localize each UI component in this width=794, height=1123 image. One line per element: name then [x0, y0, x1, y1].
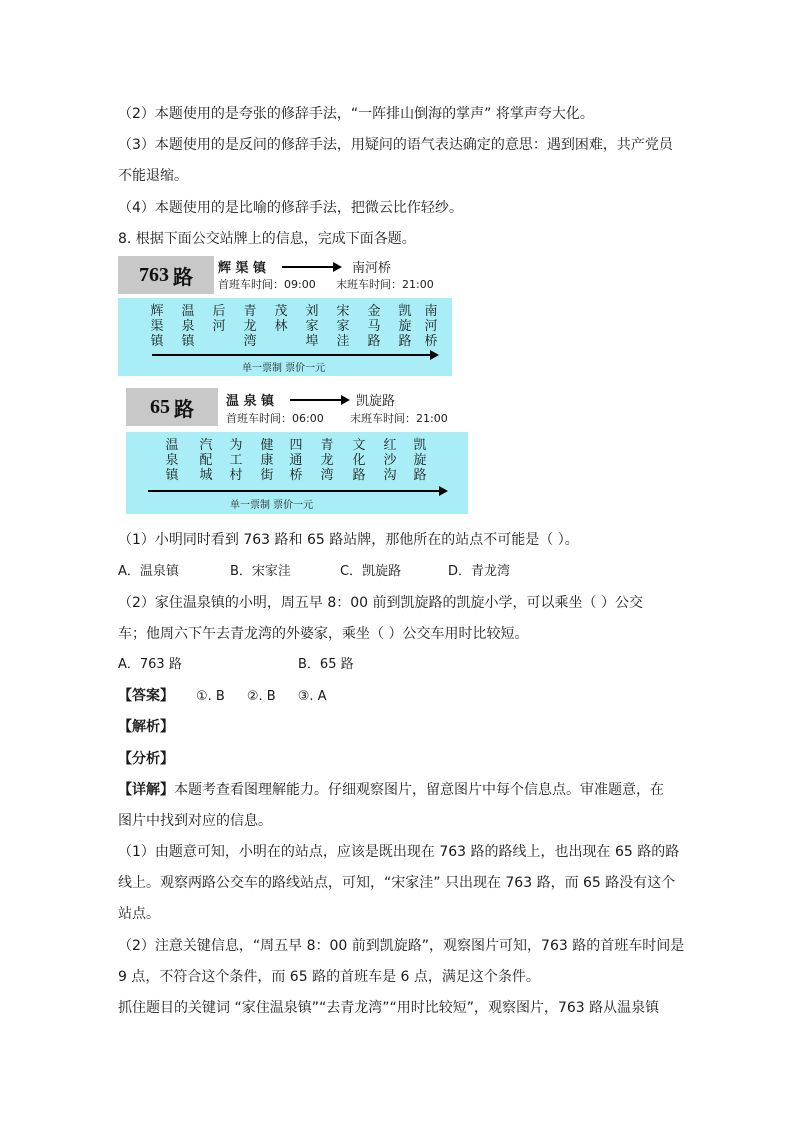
stop-name: 刘家埠: [305, 304, 319, 349]
route-from: 温 泉 镇: [226, 394, 275, 409]
text-line: （4）本题使用的是比喻的修辞手法，把微云比作轻纱。: [118, 200, 463, 216]
question-1: （1）小明同时看到 763 路和 65 路站牌，那他所在的站点不可能是（ ）。: [118, 532, 579, 548]
answer-line: [118, 686, 327, 707]
question-2-line2: 车；他周六下午去青龙湾的外婆家，乘坐（ ）公交车用时比较短。: [118, 626, 529, 642]
direction-arrow: [282, 266, 340, 268]
stop-name: 辉渠镇: [150, 304, 164, 349]
question-2-line1: （2）家住温泉镇的小明，周五早 8：00 前到凯旋路的凯旋小学，可以乘坐（ ）公交: [118, 595, 643, 611]
fare-info: 单一票制 票价一元: [230, 500, 314, 511]
route-to: 凯旋路: [356, 394, 396, 409]
route-char: 路: [174, 396, 194, 421]
direction-arrow: [290, 399, 348, 401]
stop-name: 健康街: [260, 438, 274, 483]
stop-name: 为工村: [229, 438, 243, 483]
route-to: 南河桥: [352, 261, 392, 276]
question-2-options: [118, 655, 354, 675]
stop-name: 四通桥: [289, 438, 303, 483]
detail-line: （1）由题意可知，小明在的站点，应该是既出现在 763 路的路线上，也出现在 65 路的路: [118, 844, 680, 860]
answer-1: ①. B: [196, 689, 225, 704]
first-bus-time: 首班车时间：09:00: [218, 278, 316, 291]
answer-label: 【答案】: [118, 688, 174, 704]
answer-3: ③. A: [297, 689, 327, 704]
route-arrow: [148, 490, 446, 492]
stop-name: 文化路: [352, 438, 366, 483]
fare-info: 单一票制 票价一元: [242, 363, 326, 374]
stop-name: 后河: [212, 304, 226, 334]
option-b: B．宋家洼: [230, 564, 291, 579]
detail-label: 【详解】: [118, 782, 174, 798]
route-number-box: [126, 388, 218, 426]
detail-line: 站点。: [118, 906, 160, 922]
detail-line: 9 点，不符合这个条件，而 65 路的首班车是 6 点，满足这个条件。: [118, 969, 540, 985]
route-number: 65: [150, 395, 170, 418]
fenxi-label: 【分析】: [118, 751, 174, 767]
text-line: 不能退缩。: [118, 168, 188, 184]
route-number-box: [118, 256, 214, 294]
stop-name: 凯旋路: [398, 304, 412, 349]
detail-line: [118, 780, 664, 800]
route-arrow: [152, 354, 437, 356]
detail-line: 线上。观察两路公交车的路线站点，可知，“宋家洼” 只出现在 763 路，而 65 路没有这个: [118, 875, 676, 891]
option-b: B．65 路: [298, 657, 354, 672]
stop-name: 青龙湾: [243, 304, 257, 349]
stop-name: 金马路: [367, 304, 381, 349]
stop-name: 青龙湾: [320, 438, 334, 483]
analysis-label: 【解析】: [118, 719, 174, 735]
stops-panel: [126, 432, 468, 514]
last-bus-time: 末班车时间：21:00: [336, 278, 434, 291]
stop-name: 红沙沟: [383, 438, 397, 483]
route-number: 763: [139, 263, 169, 286]
bus-sign-763: [118, 254, 452, 378]
stop-name: 宋家洼: [336, 304, 350, 349]
detail-text: 本题考查看图理解能力。仔细观察图片，留意图片中每个信息点。审准题意，在: [174, 782, 664, 798]
detail-line: 抓住题目的关键词 “家住温泉镇”“去青龙湾”“用时比较短”，观察图片，763 路从温泉镇: [118, 1000, 660, 1016]
stop-name: 温泉镇: [165, 438, 179, 483]
first-bus-time: 首班车时间：06:00: [226, 412, 324, 425]
stop-name: 茂林: [274, 304, 288, 334]
bus-sign-65: [126, 386, 468, 514]
option-c: C．凯旋路: [340, 564, 402, 579]
option-a: A．763 路: [118, 657, 182, 672]
answer-2: ②. B: [246, 689, 276, 704]
option-d: D．青龙湾: [448, 564, 511, 579]
stop-name: 南河桥: [424, 304, 438, 349]
stop-name: 温泉镇: [181, 304, 195, 349]
stop-name: 凯旋路: [413, 438, 427, 483]
detail-line: 图片中找到对应的信息。: [118, 813, 272, 829]
detail-line: （2）注意关键信息，“周五早 8：00 前到凯旋路”，观察图片可知，763 路的首班车时间是: [118, 938, 685, 954]
route-char: 路: [173, 264, 193, 289]
text-line: （3）本题使用的是反问的修辞手法，用疑问的语气表达确定的意思：遇到困难，共产党员: [118, 137, 673, 153]
question-8-title: 8. 根据下面公交站牌上的信息，完成下面各题。: [118, 231, 416, 247]
text-line: （2）本题使用的是夸张的修辞手法，“一阵排山倒海的掌声” 将掌声夸大化。: [118, 106, 594, 122]
last-bus-time: 末班车时间：21:00: [350, 412, 448, 425]
stop-name: 汽配城: [199, 438, 213, 483]
question-1-options: [118, 562, 510, 582]
option-a: A．温泉镇: [118, 564, 179, 579]
stops-panel: [118, 298, 452, 376]
route-from: 辉 渠 镇: [218, 261, 267, 276]
